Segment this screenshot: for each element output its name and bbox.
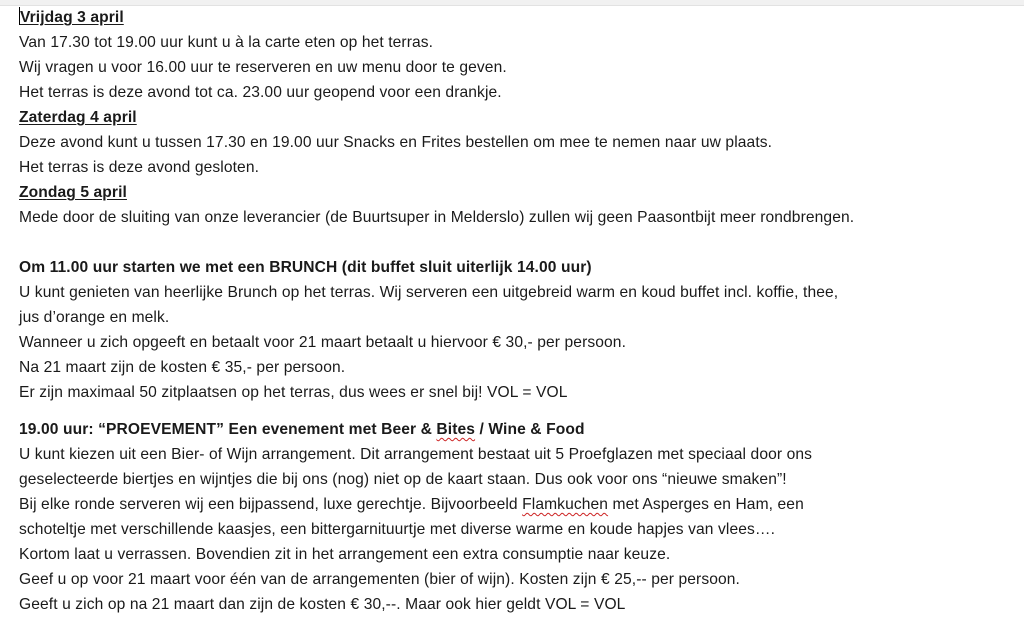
spellcheck-word[interactable]: Flamkuchen [522, 496, 609, 513]
paragraph-line: jus d’orange en melk. [19, 309, 170, 326]
paragraph-line: U kunt genieten van heerlijke Brunch op het terras. Wij serveren een uitgebreid warm en koud buffet incl. koffie, thee, [19, 284, 839, 301]
paragraph-line: Geef u op voor 21 maart voor één van de arrangementen (bier of wijn). Kosten zijn € 25,-- per persoon. [19, 571, 740, 588]
paragraph-line: Van 17.30 tot 19.00 uur kunt u à la carte eten op het terras. [19, 34, 434, 51]
brunch-title: Om 11.00 uur starten we met een BRUNCH (dit buffet sluit uiterlijk 14.00 uur) [19, 259, 592, 276]
paragraph-line: Deze avond kunt u tussen 17.30 en 19.00 uur Snacks en Frites bestellen om mee te nemen naar uw plaats. [19, 134, 773, 151]
paragraph-line: schoteltje met verschillende kaasjes, een bittergarnituurtje met diverse warme en koude hapjes van vlees…. [19, 521, 776, 538]
paragraph-line: geselecteerde biertjes en wijntjes die bij ons (nog) niet op de kaart staan. Dus ook voor ons “nieuwe smaken”! [19, 471, 787, 488]
paragraph-line: Kortom laat u verrassen. Bovendien zit in het arrangement een extra consumptie naar keuze. [19, 546, 671, 563]
blank-line [19, 230, 1016, 255]
blank-line [19, 405, 1016, 417]
paragraph-line: Geeft u zich op na 21 maart dan zijn de kosten € 30,--. Maar ook hier geldt VOL = VOL [19, 596, 626, 613]
paragraph-line: Wij vragen u voor 16.00 uur te reserveren en uw menu door te geven. [19, 59, 507, 76]
spellcheck-word[interactable]: Bites [436, 421, 476, 438]
proevement-title: 19.00 uur: “PROEVEMENT” Een evenement met Beer & Bites / Wine & Food [19, 421, 585, 438]
paragraph-line: Na 21 maart zijn de kosten € 35,- per persoon. [19, 359, 346, 376]
heading-zondag: Zondag 5 april [19, 184, 127, 201]
paragraph-line: Het terras is deze avond tot ca. 23.00 uur geopend voor een drankje. [19, 84, 502, 101]
paragraph-line: U kunt kiezen uit een Bier- of Wijn arrangement. Dit arrangement bestaat uit 5 Proefglazen met speciaal door ons [19, 446, 813, 463]
paragraph-line: Mede door de sluiting van onze leverancier (de Buurtsuper in Melderslo) zullen wij geen Paasontbijt meer rondbrengen. [19, 209, 855, 226]
paragraph-line: Bij elke ronde serveren wij een bijpassend, luxe gerechtje. Bijvoorbeeld Flamkuchen met Asperges en Ham, een [19, 496, 804, 513]
heading-zaterdag: Zaterdag 4 april [19, 109, 137, 126]
heading-vrijdag: Vrijdag 3 april [20, 9, 124, 26]
document-body[interactable] [19, 5, 1016, 617]
paragraph-line: Er zijn maximaal 50 zitplaatsen op het terras, dus wees er snel bij! VOL = VOL [19, 384, 568, 401]
paragraph-line: Wanneer u zich opgeeft en betaalt voor 21 maart betaalt u hiervoor € 30,- per persoon. [19, 334, 627, 351]
paragraph-line: Het terras is deze avond gesloten. [19, 159, 260, 176]
